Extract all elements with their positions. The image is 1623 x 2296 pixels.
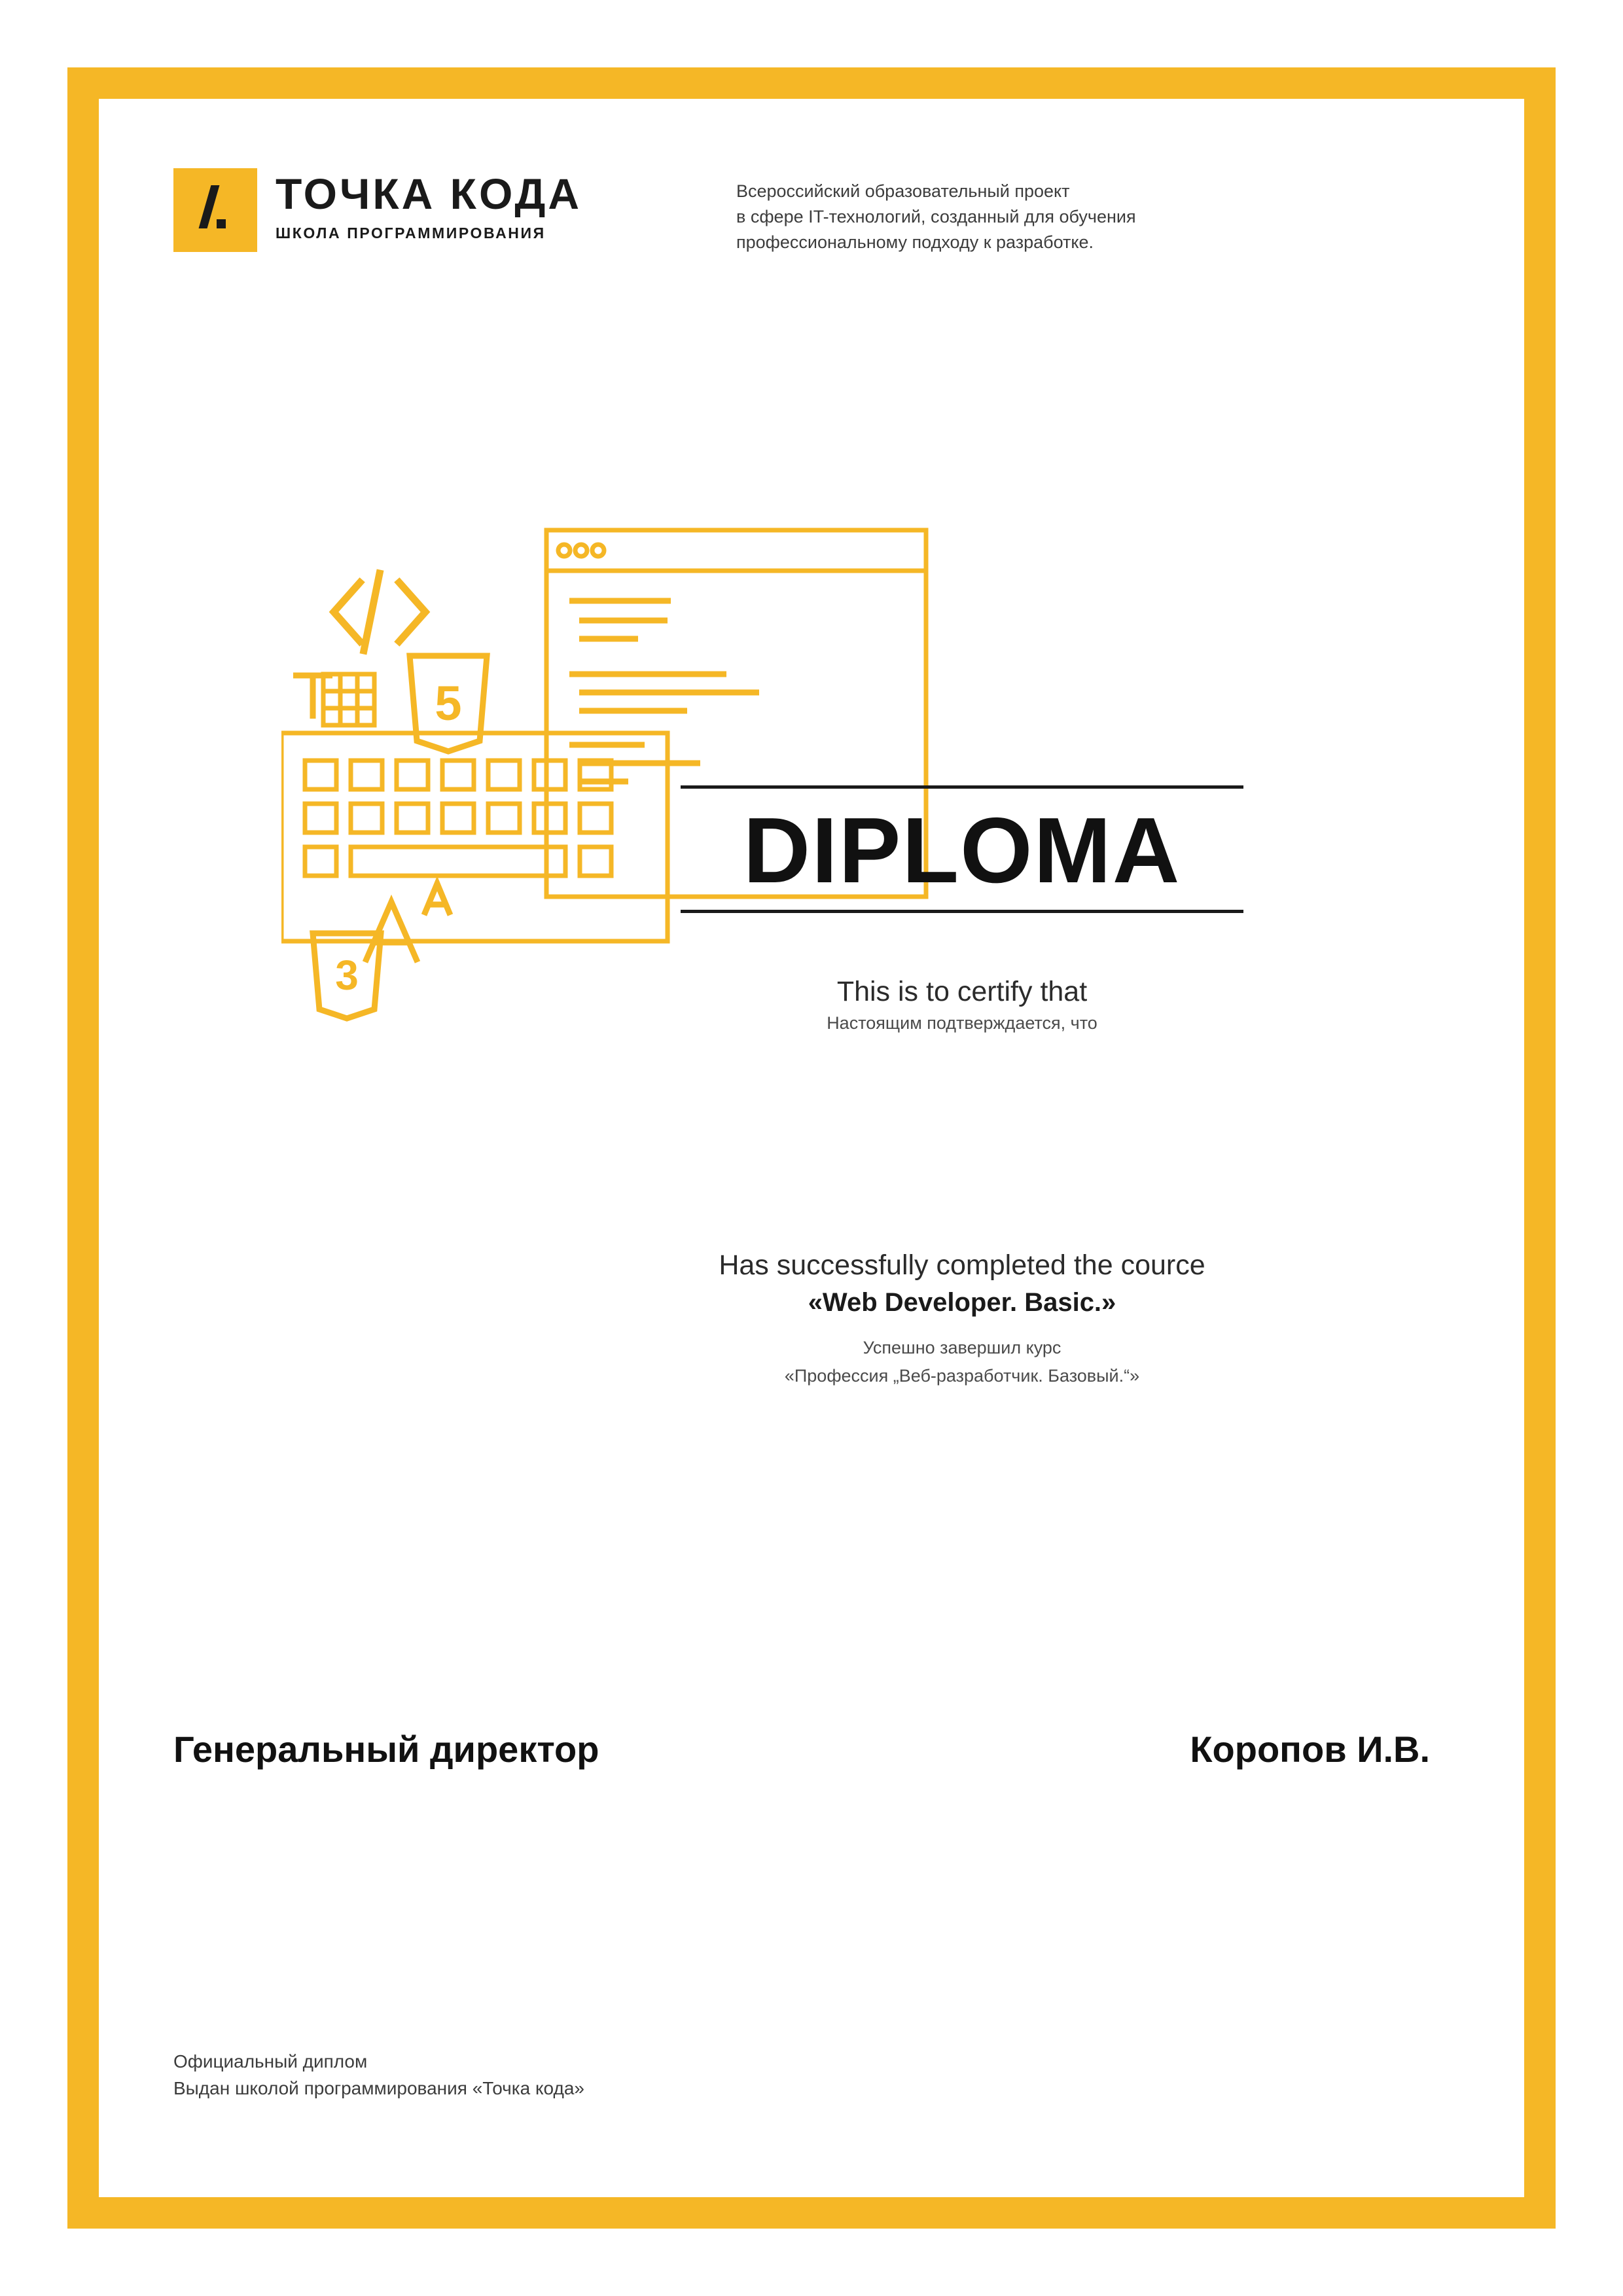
diploma-title: DIPLOMA [743, 798, 1181, 903]
certify-text-en: This is to certify that [836, 976, 1088, 1008]
course-name-en: «Web Developer. Basic.» [808, 1288, 1116, 1318]
brand-subtitle: ШКОЛА ПРОГРАММИРОВАНИЯ [276, 224, 546, 242]
certify-text-ru: Настоящим подтверждается, что [827, 1013, 1097, 1033]
recipient-name [628, 1033, 1296, 1249]
html5-badge-icon [410, 656, 487, 751]
brand-block [173, 167, 723, 252]
footer-line-2: Выдан школой программирования «Точка кода» [173, 2077, 584, 2098]
course-name-ru: «Профессия „Веб-разработчик. Базовый.“» [784, 1365, 1140, 1386]
header [173, 167, 1456, 255]
signature-row [173, 1728, 1456, 1770]
completed-text-en: Has successfully completed the cource [719, 1249, 1205, 1282]
logo-inner-border [180, 175, 251, 245]
footer [173, 2049, 584, 2102]
diploma-main-block [628, 785, 1296, 1389]
svg-text:5: 5 [435, 676, 462, 730]
header-description-line-1: Всероссийский образовательный проект [736, 181, 1070, 201]
svg-text:3: 3 [335, 952, 359, 999]
keyboard-icon [281, 733, 668, 941]
title-rule-bottom [681, 910, 1243, 913]
header-description-line-3: профессиональному подходу к разработке. [736, 232, 1094, 253]
completed-text-ru: Успешно завершил курс [863, 1338, 1061, 1358]
title-rule-top [681, 785, 1243, 789]
brand-title: ТОЧКА КОДА [276, 170, 582, 218]
footer-line-1: Официальный диплом [173, 2051, 368, 2072]
code-brackets-icon [334, 573, 425, 651]
signature-name: Коропов И.В. [1190, 1729, 1430, 1770]
header-description-line-2: в сфере IT-технологий, созданный для обучения [736, 207, 1136, 227]
signature-title: Генеральный директор [173, 1729, 599, 1770]
typography-grid-icon [293, 674, 374, 725]
brand-text [276, 167, 582, 242]
logo-icon [173, 168, 257, 252]
certificate-content [131, 131, 1492, 2165]
header-description [736, 167, 1136, 255]
